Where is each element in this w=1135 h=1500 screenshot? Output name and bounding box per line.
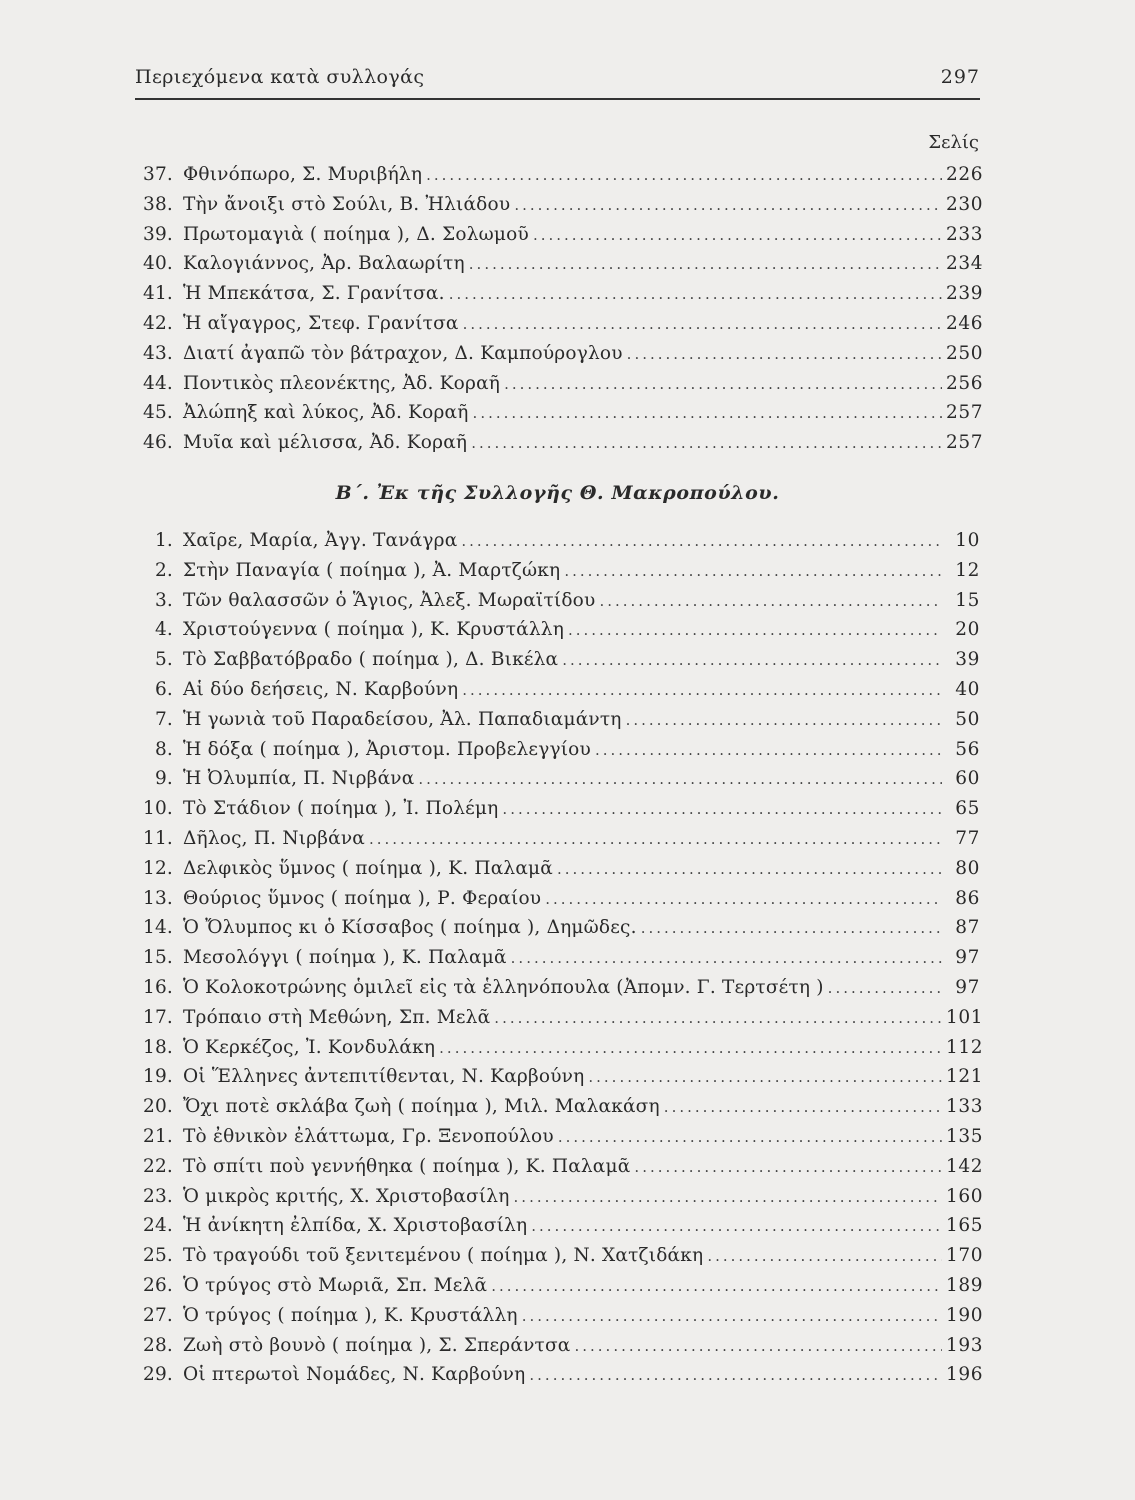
entry-page: 189 <box>946 1274 984 1296</box>
dot-leader <box>531 1212 942 1242</box>
entry-number: 24. <box>142 1215 173 1237</box>
dot-leader <box>529 1361 942 1391</box>
header-rule <box>135 98 980 100</box>
dot-leader <box>588 1063 942 1093</box>
contents-entry <box>135 615 980 645</box>
entry-page: 65 <box>955 798 980 820</box>
dot-leader <box>514 191 942 221</box>
entry-title: Στὴν Παναγία ( ποίημα ), Ἀ. Μαρτζώκη <box>183 559 561 581</box>
entry-number: 19. <box>142 1066 173 1088</box>
entry-page: 20 <box>955 619 980 641</box>
page-number: 297 <box>940 66 980 88</box>
contents-entry <box>135 556 980 586</box>
contents-entry <box>135 586 980 616</box>
dot-leader <box>504 370 942 400</box>
entry-page: 97 <box>955 976 980 998</box>
entry-page: 112 <box>946 1036 984 1058</box>
entry-number: 25. <box>142 1245 173 1267</box>
entry-number: 27. <box>142 1304 173 1326</box>
entry-title: Μυῖα καὶ μέλισσα, Ἀδ. Κοραῆ <box>183 432 468 454</box>
entry-title: Ὁ μικρὸς κριτής, Χ. Χριστοβασίλη <box>183 1185 510 1207</box>
entry-number: 11. <box>142 827 173 849</box>
dot-leader <box>502 795 942 825</box>
dot-leader <box>562 646 942 676</box>
entry-title: Ἀλώπηξ καὶ λύκος, Ἀδ. Κοραῆ <box>183 402 469 424</box>
entry-number: 43. <box>142 342 173 364</box>
entry-title: Τὸ ἐθνικὸν ἐλάττωμα, Γρ. Ξενοπούλου <box>183 1125 554 1147</box>
entry-page: 56 <box>955 738 980 760</box>
dot-leader <box>568 616 942 646</box>
entry-title: Τὸ Στάδιον ( ποίημα ), Ἰ. Πολέμη <box>183 798 499 820</box>
dot-leader <box>558 1123 942 1153</box>
entry-title: Τρόπαιο στὴ Μεθώνη, Σπ. Μελᾶ <box>183 1006 491 1028</box>
entry-title: Ἡ γωνιὰ τοῦ Παραδείσου, Ἀλ. Παπαδιαμάντη <box>183 708 622 730</box>
entry-page: 97 <box>955 947 980 969</box>
entry-page: 121 <box>946 1066 984 1088</box>
entry-number: 37. <box>142 164 173 185</box>
contents-entry <box>135 398 984 428</box>
entry-page: 230 <box>946 193 984 215</box>
entry-number: 44. <box>142 372 173 394</box>
dot-leader <box>461 527 942 557</box>
contents-entry <box>135 854 980 884</box>
contents-entry <box>135 220 984 250</box>
entry-title: Ὁ τρύγος στὸ Μωριᾶ, Σπ. Μελᾶ <box>183 1274 488 1296</box>
entry-number: 45. <box>142 402 173 424</box>
contents-entry <box>135 1331 984 1361</box>
contents-entry <box>135 1062 984 1092</box>
entry-title: Οἱ πτερωτοὶ Νομάδες, Ν. Καρβούνη <box>183 1364 526 1386</box>
dot-leader <box>641 914 942 944</box>
entry-number: 6. <box>154 678 173 700</box>
contents-entry <box>135 160 984 190</box>
contents-entry <box>135 764 980 794</box>
entry-title: Διατί ἀγαπῶ τὸν βάτραχον, Δ. Καμπούρογλου <box>183 342 623 364</box>
entry-title: Φθινόπωρο, Σ. Μυριβήλη <box>183 164 423 185</box>
entry-page: 257 <box>946 432 984 454</box>
entry-title: Ὄχι ποτὲ σκλάβα ζωὴ ( ποίημα ), Μιλ. Μαλακάση <box>183 1096 660 1118</box>
dot-leader <box>514 1183 942 1213</box>
contents-entry <box>135 279 984 309</box>
dot-leader <box>418 765 942 795</box>
dot-leader <box>533 221 942 251</box>
entry-number: 2. <box>154 559 173 581</box>
contents-entry <box>135 645 980 675</box>
entry-page: 10 <box>955 530 980 551</box>
entry-number: 38. <box>142 193 173 215</box>
dot-leader <box>828 974 942 1004</box>
entry-number: 26. <box>142 1274 173 1296</box>
contents-entry <box>135 249 984 279</box>
entry-number: 42. <box>142 312 173 334</box>
entry-page: 101 <box>946 1006 984 1028</box>
contents-entry <box>135 1301 984 1331</box>
entry-number: 10. <box>142 798 173 820</box>
entry-page: 39 <box>955 649 980 671</box>
contents-entry <box>135 1241 984 1271</box>
contents-entry <box>135 943 980 973</box>
running-head <box>135 62 980 96</box>
entry-page: 233 <box>946 223 984 245</box>
running-title: Περιεχόμενα κατὰ συλλογάς <box>135 66 425 88</box>
entry-number: 14. <box>142 917 173 939</box>
entry-number: 22. <box>142 1155 173 1177</box>
entry-number: 28. <box>142 1334 173 1356</box>
contents-entry <box>135 1122 984 1152</box>
entry-number: 15. <box>142 947 173 969</box>
entry-page: 142 <box>946 1155 984 1177</box>
entry-title: Δῆλος, Π. Νιρβάνα <box>183 827 365 849</box>
entry-title: Ζωὴ στὸ βουνὸ ( ποίημα ), Σ. Σπεράντσα <box>183 1334 571 1356</box>
dot-leader <box>494 1004 942 1034</box>
entry-title: Καλογιάννος, Ἀρ. Βαλαωρίτη <box>183 253 465 275</box>
contents-entry <box>135 1092 984 1122</box>
entry-page: 86 <box>955 887 980 909</box>
entry-page: 196 <box>946 1364 984 1386</box>
entry-number: 21. <box>142 1125 173 1147</box>
entry-number: 29. <box>142 1364 173 1386</box>
dot-leader <box>599 587 942 617</box>
entry-page: 15 <box>955 589 980 611</box>
entry-page: 160 <box>946 1185 984 1207</box>
entry-title: Χαῖρε, Μαρία, Ἀγγ. Τανάγρα <box>183 530 458 551</box>
entry-title: Χριστούγεννα ( ποίημα ), Κ. Κρυστάλλη <box>183 619 564 641</box>
entry-number: 3. <box>154 589 173 611</box>
entry-number: 1. <box>154 530 173 551</box>
entry-title: Τῶν θαλασσῶν ὁ Ἅγιος, Ἀλεξ. Μωραϊτίδου <box>183 589 596 611</box>
contents-entry <box>135 1033 984 1063</box>
entry-number: 5. <box>154 649 173 671</box>
contents-entry <box>135 1211 984 1241</box>
entry-page: 60 <box>955 768 980 790</box>
entry-page: 77 <box>955 827 980 849</box>
entry-number: 16. <box>142 976 173 998</box>
entry-number: 41. <box>142 283 173 305</box>
entry-title: Τὸ τραγούδι τοῦ ξενιτεμένου ( ποίημα ), Ν. Χατζιδάκη <box>183 1245 704 1267</box>
dot-leader <box>471 429 942 459</box>
dot-leader <box>574 1332 942 1362</box>
entry-number: 23. <box>142 1185 173 1207</box>
dot-leader <box>545 885 942 915</box>
contents-entry <box>135 1182 984 1212</box>
entry-number: 13. <box>142 887 173 909</box>
entry-number: 40. <box>142 253 173 275</box>
entry-title: Θούριος ὕμνος ( ποίημα ), Ρ. Φεραίου <box>183 887 542 909</box>
page-column-label: Σελίς <box>928 132 979 153</box>
entry-number: 4. <box>154 619 173 641</box>
dot-leader <box>557 855 942 885</box>
entry-number: 39. <box>142 223 173 245</box>
contents-entry <box>135 309 984 339</box>
entry-title: Δελφικὸς ὕμνος ( ποίημα ), Κ. Παλαμᾶ <box>183 857 553 879</box>
entry-title: Ἡ αἴγαγρος, Στεφ. Γρανίτσα <box>183 312 459 334</box>
contents-entry <box>135 428 984 458</box>
contents-entry <box>135 190 984 220</box>
dot-leader <box>626 706 942 736</box>
contents-entry <box>135 1152 984 1182</box>
entry-number: 7. <box>154 708 173 730</box>
contents-list-section-b <box>135 526 984 1390</box>
entry-title: Πρωτομαγιὰ ( ποίημα ), Δ. Σολωμοῦ <box>183 223 529 245</box>
dot-leader <box>564 557 942 587</box>
entry-title: Ὁ Ὄλυμπος κι ὁ Κίσσαβος ( ποίημα ), Δημῶδες. <box>183 917 637 939</box>
entry-title: Ἡ ἀνίκητη ἐλπίδα, Χ. Χριστοβασίλη <box>183 1215 528 1237</box>
contents-entry <box>135 526 980 556</box>
entry-title: Οἱ Ἕλληνες ἀντεπιτίθενται, Ν. Καρβούνη <box>183 1066 585 1088</box>
entry-page: 40 <box>955 678 980 700</box>
contents-entry <box>135 675 980 705</box>
dot-leader <box>426 161 942 191</box>
entry-title: Ποντικὸς πλεονέκτης, Ἀδ. Κοραῆ <box>183 372 501 394</box>
dot-leader <box>469 250 942 280</box>
dot-leader <box>511 944 942 974</box>
entry-title: Ἡ δόξα ( ποίημα ), Ἀριστομ. Προβελεγγίου <box>183 738 591 760</box>
entry-page: 165 <box>946 1215 984 1237</box>
entry-page: 133 <box>946 1096 984 1118</box>
dot-leader <box>439 1034 942 1064</box>
entry-title: Τὴν ἄνοιξι στὸ Σούλι, Β. Ἠλιάδου <box>183 193 511 215</box>
entry-page: 135 <box>946 1125 984 1147</box>
dot-leader <box>595 736 942 766</box>
contents-entry <box>135 973 980 1003</box>
entry-title: Ὁ Κολοκοτρώνης ὁμιλεῖ εἰς τὰ ἑλληνόπουλα (Ἀπομν. Γ. Τερτσέτη ) <box>183 976 824 998</box>
dot-leader <box>522 1302 942 1332</box>
section-b-title: Β΄. Ἐκ τῆς Συλλογῆς Θ. Μακροπούλου. <box>335 482 780 504</box>
dot-leader <box>664 1093 942 1123</box>
entry-page: 193 <box>946 1334 984 1356</box>
entry-title: Τὸ Σαββατόβραδο ( ποίημα ), Δ. Βικέλα <box>183 649 559 671</box>
entry-page: 12 <box>955 559 980 581</box>
entry-page: 257 <box>946 402 984 424</box>
entry-number: 20. <box>142 1096 173 1118</box>
entry-page: 80 <box>955 857 980 879</box>
dot-leader <box>463 310 942 340</box>
entry-title: Ἡ Ὀλυμπία, Π. Νιρβάνα <box>183 768 415 790</box>
contents-entry <box>135 824 980 854</box>
contents-entry <box>135 339 984 369</box>
contents-entry <box>135 884 980 914</box>
contents-entry <box>135 1271 984 1301</box>
entry-number: 12. <box>142 857 173 879</box>
entry-page: 256 <box>946 372 984 394</box>
entry-page: 250 <box>946 342 984 364</box>
entry-page: 87 <box>955 917 980 939</box>
dot-leader <box>449 280 942 310</box>
dot-leader <box>369 825 942 855</box>
contents-entry <box>135 735 980 765</box>
entry-number: 9. <box>154 768 173 790</box>
entry-title: Ὁ Κερκέζος, Ἰ. Κονδυλάκη <box>183 1036 436 1058</box>
entry-page: 50 <box>955 708 980 730</box>
dot-leader <box>707 1242 942 1272</box>
contents-entry <box>135 1003 984 1033</box>
entry-title: Μεσολόγγι ( ποίημα ), Κ. Παλαμᾶ <box>183 947 507 969</box>
entry-page: 170 <box>946 1245 984 1267</box>
entry-page: 234 <box>946 253 984 275</box>
dot-leader <box>627 340 942 370</box>
entry-title: Τὸ σπίτι ποὺ γεννήθηκα ( ποίημα ), Κ. Παλαμᾶ <box>183 1155 631 1177</box>
contents-entry <box>135 913 980 943</box>
entry-page: 190 <box>946 1304 984 1326</box>
entry-number: 46. <box>142 432 173 454</box>
contents-entry <box>135 794 980 824</box>
dot-leader <box>462 676 942 706</box>
entry-page: 246 <box>946 312 984 334</box>
contents-entry <box>135 369 984 399</box>
entry-title: Ὁ τρύγος ( ποίημα ), Κ. Κρυστάλλη <box>183 1304 518 1326</box>
entry-number: 17. <box>142 1006 173 1028</box>
dot-leader <box>491 1272 942 1302</box>
entry-number: 8. <box>154 738 173 760</box>
entry-title: Ἡ Μπεκάτσα, Σ. Γρανίτσα. <box>183 283 445 305</box>
dot-leader <box>634 1153 942 1183</box>
entry-page: 239 <box>946 283 984 305</box>
entry-number: 18. <box>142 1036 173 1058</box>
dot-leader <box>473 399 942 429</box>
contents-list-section-a <box>135 160 984 458</box>
entry-page: 226 <box>946 164 984 185</box>
entry-title: Αἱ δύο δεήσεις, Ν. Καρβούνη <box>183 678 459 700</box>
contents-entry <box>135 705 980 735</box>
contents-entry <box>135 1360 984 1390</box>
